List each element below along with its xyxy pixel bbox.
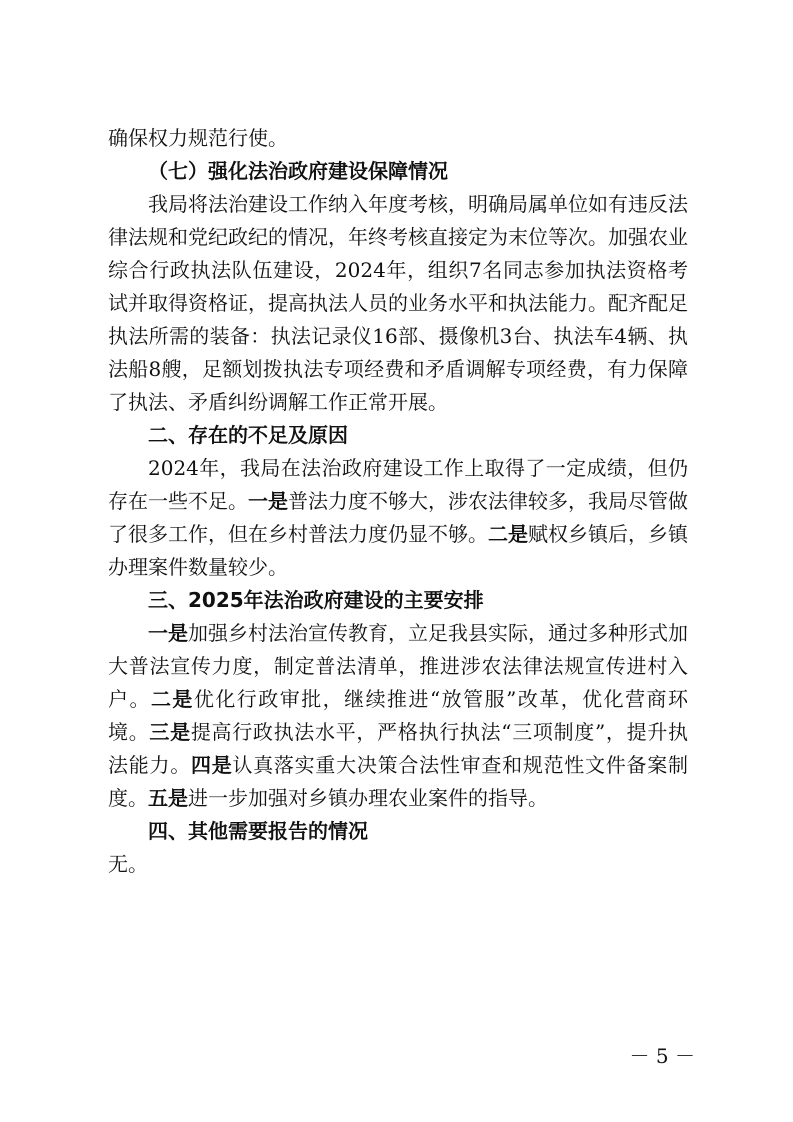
page-number: － 5 －: [629, 1044, 695, 1068]
paragraph-text: 普法力度不够大，涉农法律较多，我局尽管做了很多工作，但在乡村普法力度仍显不够。: [108, 489, 688, 546]
emphasis-label: 四是: [190, 753, 233, 777]
emphasis-label: 二是: [150, 687, 194, 711]
section-heading: 二、存在的不足及原因: [148, 423, 348, 447]
emphasis-label: 一是: [248, 489, 288, 513]
paragraph: [108, 617, 688, 815]
emphasis-label: 一是: [148, 621, 188, 645]
section-heading: 三、2025年法治政府建设的主要安排: [148, 588, 484, 612]
paragraph-text: 2024年，我局在法治政府建设工作上取得了一定成绩，但仍存在一些不足。: [108, 456, 688, 513]
paragraph-text: 提高行政执法水平，严格执行执法“三项制度”，提升执法能力。: [108, 720, 689, 777]
section-heading: （七）强化法治政府建设保障情况: [148, 159, 448, 183]
paragraph-text: 加强乡村法治宣传教育，立足我县实际，通过多种形式加大普法宣传力度，制定普法清单，推进涉农法律法规宣传进村入户。: [108, 621, 688, 711]
emphasis-label: 二是: [488, 522, 528, 546]
paragraph-text: 认真落实重大决策合法性审查和规范性文件备案制度。: [108, 753, 689, 810]
emphasis-label: 三是: [149, 720, 191, 744]
paragraph-text: 进一步加强对乡镇办理农业案件的指导。: [188, 786, 548, 810]
paragraph: 我局将法治建设工作纳入年度考核，明确局属单位如有违反法律法规和党纪政纪的情况，年终考核直接定为末位等次。加强农业综合行政执法队伍建设，2024年，组织7名同志参加执法资格考试并取得资格证，提高执法人员的业务水平和执法能力。配齐配足执法所需的装备：执法记录仪16部、摄像机3台、执法车4辆、执法船8艘，足额划拨执法专项经费和矛盾调解专项经费，有力保障了执法、矛盾纠纷调解工作正常开展。: [108, 192, 688, 414]
paragraph: 无。: [108, 852, 148, 876]
paragraph-text: 赋权乡镇后，乡镇办理案件数量较少。: [108, 522, 688, 579]
paragraph: 确保权力规范行使。: [108, 126, 288, 150]
document-body: [108, 122, 688, 881]
emphasis-label: 五是: [148, 786, 188, 810]
section-heading: 四、其他需要报告的情况: [148, 819, 368, 843]
paragraph-text: 优化行政审批，继续推进“放管服”改革，优化营商环境。: [108, 687, 689, 744]
paragraph: [108, 452, 688, 584]
